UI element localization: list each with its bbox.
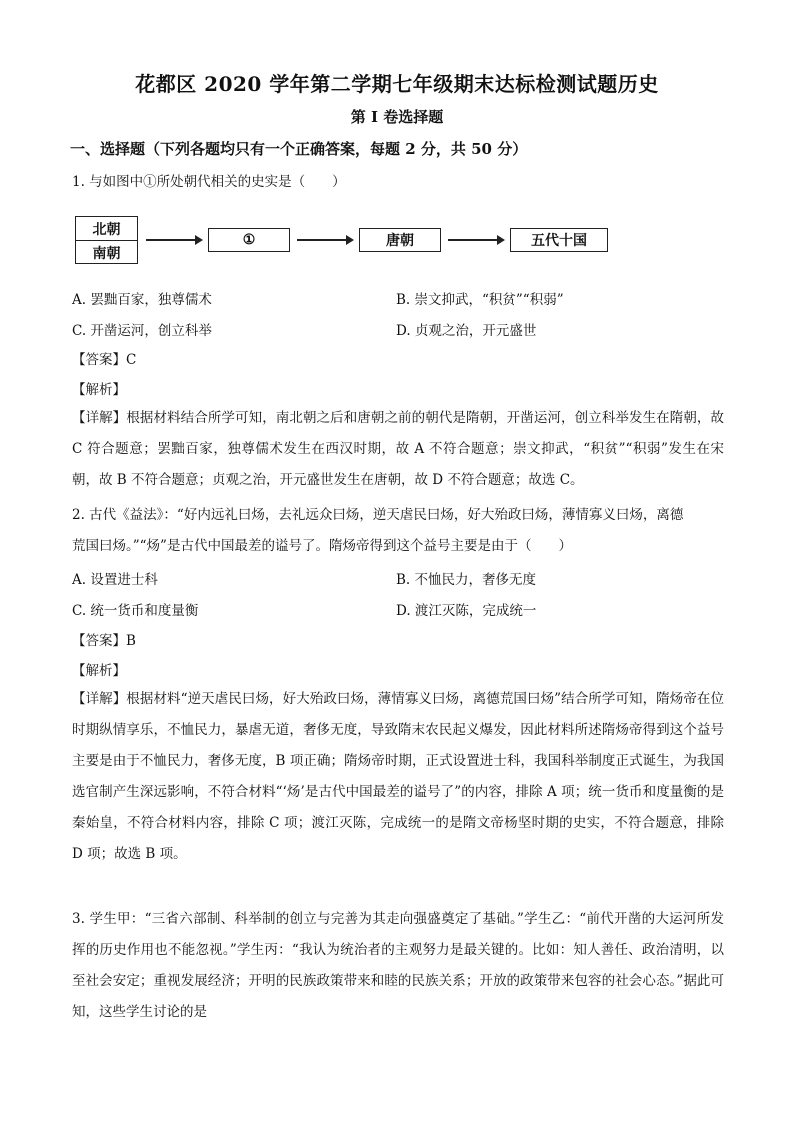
q2-option-c: C. 统一货币和度量衡 bbox=[72, 603, 199, 619]
q1-diagram-box-1: ① bbox=[208, 228, 290, 252]
q1-diagram-stack bbox=[75, 216, 138, 264]
q2-option-d: D. 渡江灭陈，完成统一 bbox=[396, 603, 537, 619]
q2-answer: 【答案】B bbox=[72, 633, 136, 649]
q1-option-b: B. 崇文抑武，“积贫”“积弱” bbox=[396, 292, 564, 308]
section-heading: 一、选择题（下列各题均只有一个正确答案，每题 2 分，共 50 分） bbox=[70, 140, 528, 158]
q3-stem: 3. 学生甲：“三省六部制、科举制的创立与完善为其走向强盛奠定了基础。”学生乙：“前代开凿的大运河所发挥的历史作用也不能忽视。”学生丙：“我认为统治者的主观努力是最关键的。比如：知人善任、政治清明，以至社会安定；重视发展经济；开明的民族政策带来和睦的民族关系；开放的政策带来包容的社会心态。”据此可知，这些学生讨论的是 bbox=[72, 911, 724, 1020]
q1-option-c: C. 开凿运河，创立科举 bbox=[72, 323, 212, 339]
q1-diagram-nanchao: 南朝 bbox=[76, 240, 137, 264]
q1-diagram-box-3: 五代十国 bbox=[510, 228, 608, 252]
page-subtitle: 第 I 卷选择题 bbox=[350, 108, 444, 126]
q2-analysis-label: 【解析】 bbox=[72, 663, 126, 679]
q1-option-d: D. 贞观之治，开元盛世 bbox=[396, 323, 537, 339]
q1-option-a: A. 罢黜百家，独尊儒术 bbox=[72, 292, 212, 308]
q1-diagram-arrow-3 bbox=[448, 239, 498, 241]
q1-stem: 1. 与如图中①所处朝代相关的史实是（ ） bbox=[72, 174, 346, 190]
q2-detail: 【详解】根据材料“逆天虐民曰炀，好大殆政曰炀，薄情寡义曰炀，离德荒国曰炀”结合所学可知，隋炀帝在位时期纵情享乐，不恤民力，暴虐无道，奢侈无度，导致隋末农民起义爆发，因此材料所述隋炀帝得到这个益号主要是由于不恤民力，奢侈无度，B 项正确；隋炀帝时期，正式设置进士科，我国科举制度正式诞生，为我国选官制产生深远影响，不符合材料“‘炀’是古代中国最差的谥号了”的内容，排除 A 项；统一货币和度量衡的是秦始皇，不符合材料内容，排除 C 项；渡江灭陈，完成统一的是隋文帝杨坚时期的史实，不符合题意，排除 D 项；故选 B 项。 bbox=[72, 691, 724, 862]
q1-diagram-beichao: 北朝 bbox=[92, 221, 121, 238]
q2-stem-line-1: 2. 古代《益法》：“好内远礼曰炀，去礼远众曰炀，逆天虐民曰炀，好大殆政曰炀，薄情寡义曰炀，离德 bbox=[72, 507, 684, 523]
page-title: 花都区 2020 学年第二学期七年级期末达标检测试题历史 bbox=[135, 72, 659, 96]
q2-option-a: A. 设置进士科 bbox=[72, 572, 158, 588]
q1-diagram-arrow-1 bbox=[146, 239, 196, 241]
q2-option-b: B. 不恤民力，奢侈无度 bbox=[396, 572, 537, 588]
q1-detail: 【详解】根据材料结合所学可知，南北朝之后和唐朝之前的朝代是隋朝，开凿运河，创立科举发生在隋朝，故 C 符合题意；罢黜百家，独尊儒术发生在西汉时期，故 A 不符合题意；崇文抑武，“积贫”“积弱”发生在宋朝，故 B 不符合题意；贞观之治，开元盛世发生在唐朝，故 D 不符合题意；故选 C。 bbox=[72, 410, 724, 488]
q2-stem-line-2: 荒国曰炀。”“炀”是古代中国最差的谥号了。隋炀帝得到这个益号主要是由于（ ） bbox=[72, 538, 572, 554]
q1-answer: 【答案】C bbox=[72, 352, 137, 368]
q1-diagram-box-2: 唐朝 bbox=[359, 228, 441, 252]
q1-analysis-label: 【解析】 bbox=[72, 382, 126, 398]
q1-diagram-arrow-2 bbox=[297, 239, 347, 241]
